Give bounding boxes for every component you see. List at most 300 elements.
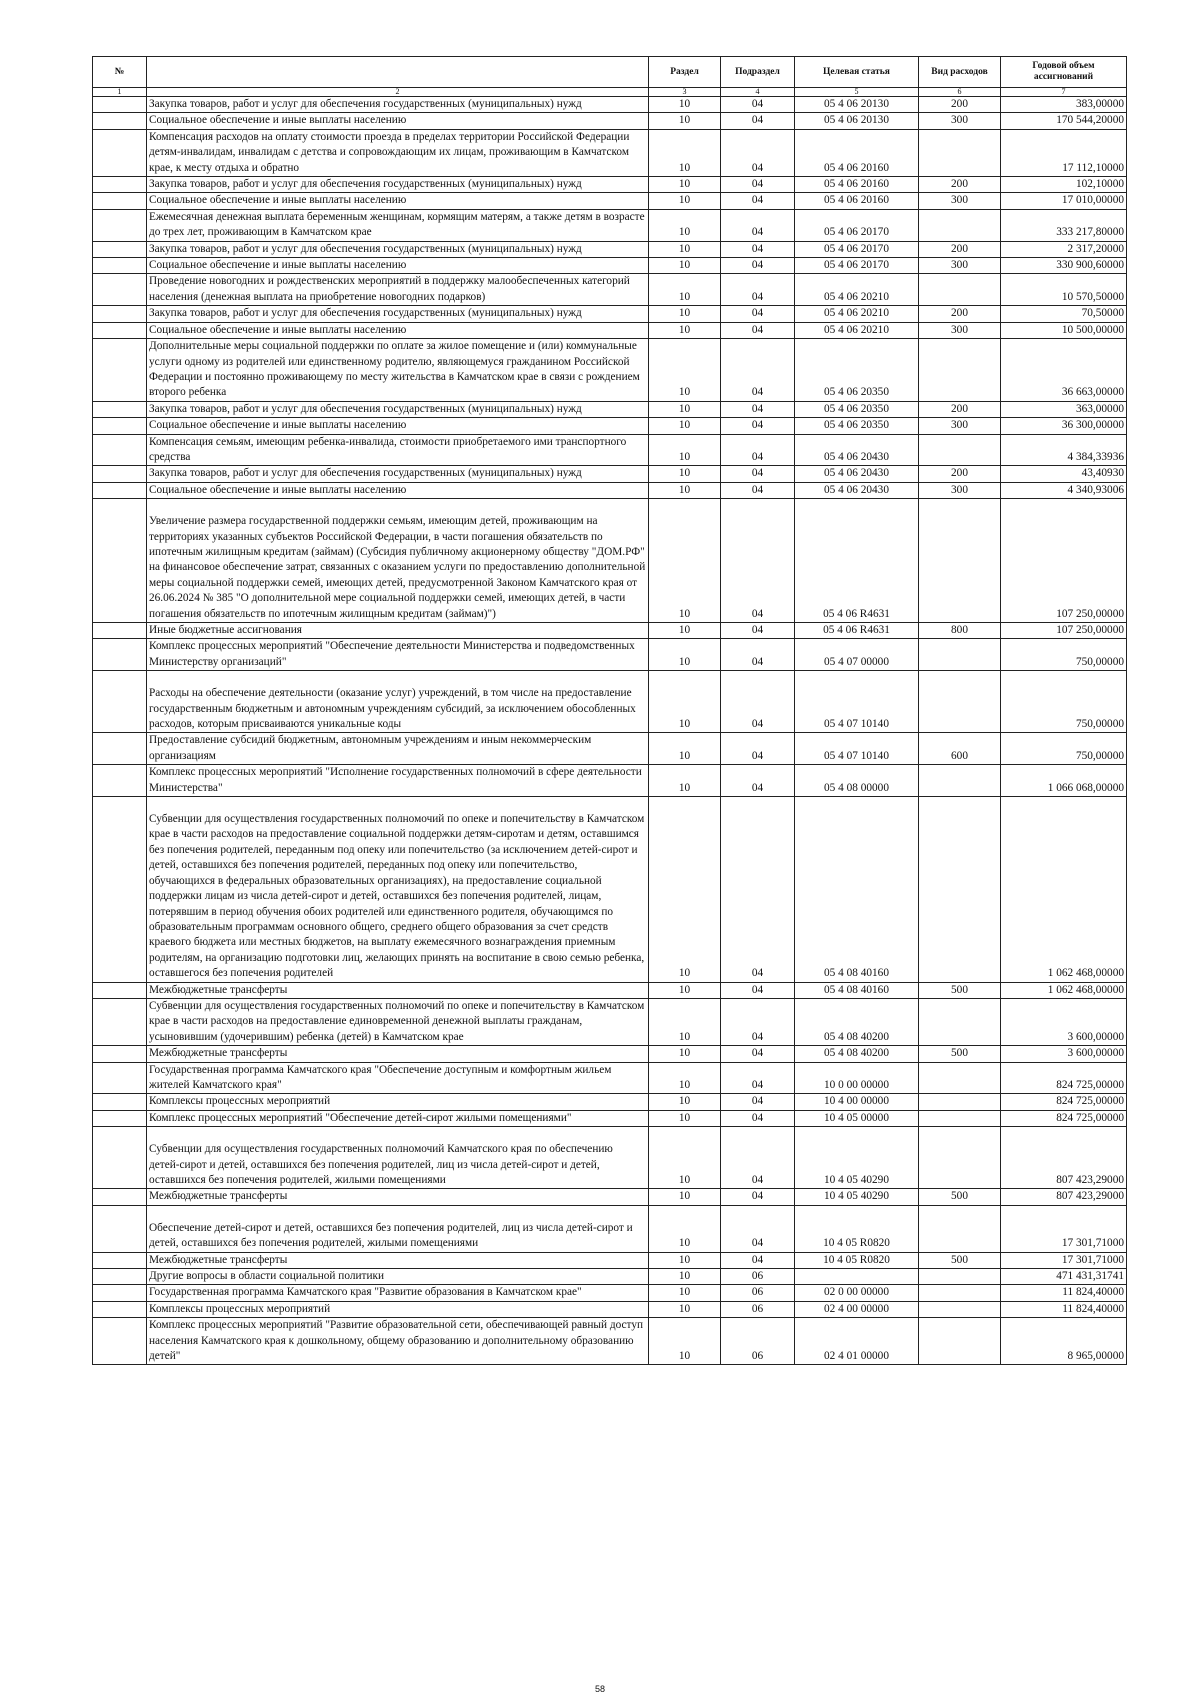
row-expense-kind — [919, 1301, 1001, 1317]
row-amount: 10 570,50000 — [1001, 274, 1127, 306]
row-target-article: 05 4 06 20430 — [795, 434, 919, 466]
column-number: 4 — [721, 88, 795, 97]
row-target-article: 05 4 06 20430 — [795, 482, 919, 498]
row-section: 10 — [649, 401, 721, 417]
row-section: 10 — [649, 1269, 721, 1285]
row-name: Предоставление субсидий бюджетным, автономным учреждениям и иным некоммерческим организациям — [147, 733, 649, 765]
row-amount: 750,00000 — [1001, 733, 1127, 765]
row-number — [93, 982, 147, 998]
header-subsection: Подраздел — [721, 57, 795, 88]
row-section: 10 — [649, 322, 721, 338]
row-name: Государственная программа Камчатского края "Обеспечение доступным и комфортным жильем жителей Камчатского края" — [147, 1062, 649, 1094]
row-expense-kind: 300 — [919, 322, 1001, 338]
row-subsection: 04 — [721, 482, 795, 498]
row-expense-kind — [919, 129, 1001, 176]
row-section: 10 — [649, 1094, 721, 1110]
row-amount: 750,00000 — [1001, 639, 1127, 671]
row-amount: 102,10000 — [1001, 177, 1127, 193]
table-row — [93, 97, 1127, 113]
row-number — [93, 499, 147, 623]
row-subsection: 04 — [721, 193, 795, 209]
row-expense-kind — [919, 998, 1001, 1045]
table-row — [93, 765, 1127, 797]
row-amount: 8 965,00000 — [1001, 1318, 1127, 1365]
row-subsection: 04 — [721, 97, 795, 113]
row-section: 10 — [649, 466, 721, 482]
row-section: 10 — [649, 482, 721, 498]
row-section: 10 — [649, 1205, 721, 1252]
row-amount: 824 725,00000 — [1001, 1062, 1127, 1094]
row-target-article: 05 4 08 40160 — [795, 797, 919, 982]
row-amount: 11 824,40000 — [1001, 1301, 1127, 1317]
table-row — [93, 177, 1127, 193]
header-volume: Годовой объем ассигнований — [1001, 57, 1127, 88]
row-name: Закупка товаров, работ и услуг для обеспечения государственных (муниципальных) нужд — [147, 466, 649, 482]
row-section: 10 — [649, 797, 721, 982]
row-amount: 4 340,93006 — [1001, 482, 1127, 498]
row-subsection: 04 — [721, 998, 795, 1045]
table-row — [93, 1285, 1127, 1301]
row-expense-kind — [919, 639, 1001, 671]
row-expense-kind: 300 — [919, 418, 1001, 434]
table-row — [93, 1110, 1127, 1126]
table-row — [93, 434, 1127, 466]
row-subsection: 04 — [721, 434, 795, 466]
row-number — [93, 1062, 147, 1094]
row-number — [93, 193, 147, 209]
row-subsection: 04 — [721, 113, 795, 129]
row-number — [93, 1189, 147, 1205]
row-subsection: 04 — [721, 1127, 795, 1189]
row-amount: 471 431,31741 — [1001, 1269, 1127, 1285]
row-amount: 807 423,29000 — [1001, 1189, 1127, 1205]
row-name: Социальное обеспечение и иные выплаты населению — [147, 482, 649, 498]
row-number — [93, 765, 147, 797]
row-target-article: 02 0 00 00000 — [795, 1285, 919, 1301]
row-subsection: 04 — [721, 623, 795, 639]
row-target-article: 10 4 00 00000 — [795, 1094, 919, 1110]
row-amount: 2 317,20000 — [1001, 241, 1127, 257]
budget-table-sheet — [92, 56, 1126, 1365]
table-row — [93, 1046, 1127, 1062]
row-amount: 17 301,71000 — [1001, 1205, 1127, 1252]
row-number — [93, 797, 147, 982]
row-name: Закупка товаров, работ и услуг для обеспечения государственных (муниципальных) нужд — [147, 97, 649, 113]
row-target-article: 05 4 08 40160 — [795, 982, 919, 998]
row-amount: 107 250,00000 — [1001, 623, 1127, 639]
row-section: 10 — [649, 177, 721, 193]
row-amount: 70,50000 — [1001, 306, 1127, 322]
row-subsection: 04 — [721, 1252, 795, 1268]
row-number — [93, 274, 147, 306]
row-subsection: 06 — [721, 1318, 795, 1365]
row-expense-kind: 600 — [919, 733, 1001, 765]
row-name: Другие вопросы в области социальной политики — [147, 1269, 649, 1285]
row-target-article: 05 4 06 20130 — [795, 113, 919, 129]
row-name: Компенсация семьям, имеющим ребенка-инвалида, стоимости приобретаемого ими транспортного средства — [147, 434, 649, 466]
row-subsection: 04 — [721, 765, 795, 797]
row-number — [93, 639, 147, 671]
row-section: 10 — [649, 765, 721, 797]
row-amount: 17 112,10000 — [1001, 129, 1127, 176]
row-name: Иные бюджетные ассигнования — [147, 623, 649, 639]
row-section: 10 — [649, 671, 721, 733]
row-subsection: 04 — [721, 177, 795, 193]
row-subsection: 06 — [721, 1269, 795, 1285]
column-number: 5 — [795, 88, 919, 97]
row-amount: 170 544,20000 — [1001, 113, 1127, 129]
row-number — [93, 434, 147, 466]
row-section: 10 — [649, 998, 721, 1045]
row-target-article: 02 4 00 00000 — [795, 1301, 919, 1317]
row-amount: 10 500,00000 — [1001, 322, 1127, 338]
row-target-article: 05 4 06 R4631 — [795, 623, 919, 639]
row-name: Комплекс процессных мероприятий "Обеспечение деятельности Министерства и подведомственных Министерству организаций" — [147, 639, 649, 671]
table-row — [93, 1189, 1127, 1205]
row-number — [93, 209, 147, 241]
row-number — [93, 998, 147, 1045]
row-amount: 3 600,00000 — [1001, 998, 1127, 1045]
header-num: № — [93, 57, 147, 88]
table-row — [93, 401, 1127, 417]
row-expense-kind — [919, 765, 1001, 797]
row-amount: 363,00000 — [1001, 401, 1127, 417]
row-target-article: 05 4 06 20210 — [795, 322, 919, 338]
row-target-article: 05 4 06 20350 — [795, 418, 919, 434]
row-name: Обеспечение детей-сирот и детей, оставшихся без попечения родителей, лиц из числа детей-сирот и детей, оставшихся без попечения родителей, жилыми помещениями — [147, 1205, 649, 1252]
row-name: Социальное обеспечение и иные выплаты населению — [147, 322, 649, 338]
row-number — [93, 1269, 147, 1285]
row-subsection: 04 — [721, 306, 795, 322]
table-row — [93, 1252, 1127, 1268]
row-expense-kind — [919, 434, 1001, 466]
row-subsection: 04 — [721, 1205, 795, 1252]
row-target-article: 05 4 08 40200 — [795, 1046, 919, 1062]
header-kind: Вид расходов — [919, 57, 1001, 88]
row-subsection: 04 — [721, 401, 795, 417]
column-number: 3 — [649, 88, 721, 97]
row-subsection: 04 — [721, 1189, 795, 1205]
table-row — [93, 193, 1127, 209]
row-section: 10 — [649, 97, 721, 113]
row-target-article: 10 4 05 40290 — [795, 1189, 919, 1205]
table-row — [93, 1062, 1127, 1094]
row-section: 10 — [649, 1110, 721, 1126]
row-subsection: 04 — [721, 418, 795, 434]
row-amount: 807 423,29000 — [1001, 1127, 1127, 1189]
row-target-article: 05 4 06 20170 — [795, 258, 919, 274]
row-target-article: 05 4 08 40200 — [795, 998, 919, 1045]
row-subsection: 04 — [721, 466, 795, 482]
table-row — [93, 1127, 1127, 1189]
row-name: Социальное обеспечение и иные выплаты населению — [147, 113, 649, 129]
row-expense-kind — [919, 1318, 1001, 1365]
row-name: Комплекс процессных мероприятий "Развитие образовательной сети, обеспечивающей равный доступ населения Камчатского края к дошкольному, общему образованию и дополнительному образованию детей" — [147, 1318, 649, 1365]
row-target-article: 05 4 06 20430 — [795, 466, 919, 482]
row-target-article: 05 4 06 R4631 — [795, 499, 919, 623]
table-row — [93, 733, 1127, 765]
row-section: 10 — [649, 339, 721, 402]
row-number — [93, 1127, 147, 1189]
row-section: 10 — [649, 418, 721, 434]
row-section: 10 — [649, 209, 721, 241]
row-number — [93, 466, 147, 482]
table-body — [93, 97, 1127, 1365]
row-number — [93, 97, 147, 113]
row-number — [93, 258, 147, 274]
table-row — [93, 671, 1127, 733]
row-section: 10 — [649, 241, 721, 257]
row-name: Закупка товаров, работ и услуг для обеспечения государственных (муниципальных) нужд — [147, 241, 649, 257]
row-target-article: 05 4 06 20160 — [795, 177, 919, 193]
row-amount: 3 600,00000 — [1001, 1046, 1127, 1062]
row-section: 10 — [649, 1189, 721, 1205]
row-expense-kind: 300 — [919, 113, 1001, 129]
column-number-row — [93, 88, 1127, 97]
row-subsection: 04 — [721, 1110, 795, 1126]
row-target-article: 05 4 08 00000 — [795, 765, 919, 797]
row-target-article: 05 4 06 20160 — [795, 129, 919, 176]
row-amount: 1 066 068,00000 — [1001, 765, 1127, 797]
row-section: 10 — [649, 1285, 721, 1301]
row-section: 10 — [649, 1318, 721, 1365]
header-target: Целевая статья — [795, 57, 919, 88]
row-name: Закупка товаров, работ и услуг для обеспечения государственных (муниципальных) нужд — [147, 401, 649, 417]
row-amount: 1 062 468,00000 — [1001, 797, 1127, 982]
row-name: Межбюджетные трансферты — [147, 1252, 649, 1268]
row-number — [93, 322, 147, 338]
row-number — [93, 177, 147, 193]
row-expense-kind: 800 — [919, 623, 1001, 639]
row-amount: 330 900,60000 — [1001, 258, 1127, 274]
row-name: Закупка товаров, работ и услуг для обеспечения государственных (муниципальных) нужд — [147, 177, 649, 193]
row-expense-kind — [919, 1110, 1001, 1126]
row-name: Субвенции для осуществления государственных полномочий по опеке и попечительству в Камчатском крае в части расходов на предоставление единовременной денежной выплаты гражданам, усыновившим (удочерившим) ребенка (детей) в Камчатском крае — [147, 998, 649, 1045]
row-name: Увеличение размера государственной поддержки семьям, имеющим детей, проживающим на территориях указанных субъектов Российской Федерации, в части погашения обязательств по ипотечным жилищным кредитам (займам) (Субсидия публичному акционерному обществу "ДОМ.РФ" на финансовое обеспечение затрат, связанных с оказанием услуги по предоставлению дополнительной меры социальной поддержки семей, имеющих детей, предусмотренной Законом Камчатского края от 26.06.2024 № 385 "О дополнительной мере социальной поддержки семей, имеющих детей, в части погашения обязательств по ипотечным жилищным кредитам (займам)") — [147, 499, 649, 623]
row-expense-kind — [919, 797, 1001, 982]
column-number: 2 — [147, 88, 649, 97]
row-number — [93, 733, 147, 765]
row-section: 10 — [649, 129, 721, 176]
row-target-article: 10 4 05 R0820 — [795, 1252, 919, 1268]
row-number — [93, 1252, 147, 1268]
row-expense-kind: 300 — [919, 482, 1001, 498]
row-target-article: 10 4 05 R0820 — [795, 1205, 919, 1252]
row-target-article: 10 4 05 00000 — [795, 1110, 919, 1126]
row-name: Социальное обеспечение и иные выплаты населению — [147, 418, 649, 434]
table-row — [93, 418, 1127, 434]
column-number: 1 — [93, 88, 147, 97]
row-expense-kind: 300 — [919, 258, 1001, 274]
header-row — [93, 57, 1127, 88]
row-subsection: 04 — [721, 258, 795, 274]
table-row — [93, 797, 1127, 982]
row-expense-kind: 200 — [919, 466, 1001, 482]
row-section: 10 — [649, 193, 721, 209]
row-amount: 36 300,00000 — [1001, 418, 1127, 434]
row-number — [93, 623, 147, 639]
row-section: 10 — [649, 499, 721, 623]
row-expense-kind — [919, 1127, 1001, 1189]
row-name: Дополнительные меры социальной поддержки по оплате за жилое помещение и (или) коммунальные услуги одному из родителей или единственному родителю, являющемуся гражданином Российской Федерации и постоянно проживающему по месту жительства в Камчатском крае в связи с рождением второго ребенка — [147, 339, 649, 402]
table-row — [93, 998, 1127, 1045]
row-expense-kind — [919, 499, 1001, 623]
budget-table — [92, 56, 1127, 1365]
row-expense-kind: 300 — [919, 193, 1001, 209]
row-subsection: 04 — [721, 1046, 795, 1062]
table-row — [93, 1205, 1127, 1252]
row-expense-kind: 200 — [919, 241, 1001, 257]
row-name: Межбюджетные трансферты — [147, 1189, 649, 1205]
row-number — [93, 671, 147, 733]
row-target-article: 05 4 06 20160 — [795, 193, 919, 209]
row-number — [93, 418, 147, 434]
row-name: Межбюджетные трансферты — [147, 1046, 649, 1062]
row-amount: 824 725,00000 — [1001, 1110, 1127, 1126]
row-subsection: 04 — [721, 274, 795, 306]
row-target-article: 10 4 05 40290 — [795, 1127, 919, 1189]
header-name — [147, 57, 649, 88]
table-row — [93, 982, 1127, 998]
row-amount: 17 301,71000 — [1001, 1252, 1127, 1268]
row-amount: 383,00000 — [1001, 97, 1127, 113]
table-row — [93, 499, 1127, 623]
row-expense-kind — [919, 1269, 1001, 1285]
page-number: 58 — [594, 1684, 605, 1694]
row-amount: 107 250,00000 — [1001, 499, 1127, 623]
row-expense-kind: 500 — [919, 982, 1001, 998]
row-number — [93, 1318, 147, 1365]
row-name: Компенсация расходов на оплату стоимости проезда в пределах территории Российской Федерации детям-инвалидам, инвалидам с детства и сопровождающим их лицам, проживающим в Камчатском крае, к месту отдыха и обратно — [147, 129, 649, 176]
row-number — [93, 241, 147, 257]
row-section: 10 — [649, 1252, 721, 1268]
row-subsection: 04 — [721, 639, 795, 671]
row-number — [93, 129, 147, 176]
row-section: 10 — [649, 623, 721, 639]
row-amount: 17 010,00000 — [1001, 193, 1127, 209]
row-number — [93, 482, 147, 498]
row-expense-kind: 200 — [919, 401, 1001, 417]
row-expense-kind: 500 — [919, 1189, 1001, 1205]
row-name: Социальное обеспечение и иные выплаты населению — [147, 258, 649, 274]
row-number — [93, 113, 147, 129]
row-section: 10 — [649, 1046, 721, 1062]
row-section: 10 — [649, 1301, 721, 1317]
row-section: 10 — [649, 434, 721, 466]
row-amount: 43,40930 — [1001, 466, 1127, 482]
row-amount: 333 217,80000 — [1001, 209, 1127, 241]
row-name: Комплекс процессных мероприятий "Исполнение государственных полномочий в сфере деятельности Министерства" — [147, 765, 649, 797]
row-expense-kind: 500 — [919, 1252, 1001, 1268]
row-target-article: 10 0 00 00000 — [795, 1062, 919, 1094]
row-expense-kind — [919, 274, 1001, 306]
row-subsection: 04 — [721, 129, 795, 176]
row-subsection: 04 — [721, 322, 795, 338]
row-subsection: 04 — [721, 499, 795, 623]
row-name: Комплексы процессных мероприятий — [147, 1094, 649, 1110]
row-amount: 1 062 468,00000 — [1001, 982, 1127, 998]
row-expense-kind — [919, 339, 1001, 402]
row-name: Комплекс процессных мероприятий "Обеспечение детей-сирот жилыми помещениями" — [147, 1110, 649, 1126]
row-section: 10 — [649, 982, 721, 998]
row-target-article: 05 4 07 00000 — [795, 639, 919, 671]
row-number — [93, 1110, 147, 1126]
row-subsection: 06 — [721, 1285, 795, 1301]
row-number — [93, 1285, 147, 1301]
table-row — [93, 209, 1127, 241]
row-amount: 11 824,40000 — [1001, 1285, 1127, 1301]
row-name: Межбюджетные трансферты — [147, 982, 649, 998]
row-section: 10 — [649, 1062, 721, 1094]
row-subsection: 04 — [721, 982, 795, 998]
row-expense-kind — [919, 1062, 1001, 1094]
row-expense-kind: 200 — [919, 97, 1001, 113]
row-section: 10 — [649, 274, 721, 306]
row-target-article — [795, 1269, 919, 1285]
row-name: Комплексы процессных мероприятий — [147, 1301, 649, 1317]
row-number — [93, 1205, 147, 1252]
row-number — [93, 1046, 147, 1062]
row-target-article: 05 4 07 10140 — [795, 733, 919, 765]
row-expense-kind — [919, 209, 1001, 241]
table-row — [93, 1094, 1127, 1110]
row-expense-kind — [919, 1094, 1001, 1110]
table-row — [93, 274, 1127, 306]
row-target-article: 05 4 07 10140 — [795, 671, 919, 733]
row-name: Субвенции для осуществления государственных полномочий по опеке и попечительству в Камчатском крае в части расходов на предоставление социальной поддержки детям-сиротам и детям, оставшимся без попечения родителей, переданным под опеку или попечительство (за исключением детей-сирот и детей, оставшихся без попечения родителей, переданных под опеку или попечительство, обучающихся в федеральных образовательных организациях), на предоставление социальной поддержки лицам из числа детей-сирот и детей, оставшихся без попечения родителей, лицам, потерявшим в период обучения обоих родителей или единственного родителя, обучающимся по образовательным программам основного общего, среднего общего образования за счет средств краевого бюджета или местных бюджетов, на выплату ежемесячного вознаграждения приемным родителям, на организацию подготовки лиц, желающих принять на воспитание в свою семью ребенка, оставшегося без попечения родителей — [147, 797, 649, 982]
row-expense-kind — [919, 1285, 1001, 1301]
row-amount: 4 384,33936 — [1001, 434, 1127, 466]
row-target-article: 02 4 01 00000 — [795, 1318, 919, 1365]
row-target-article: 05 4 06 20130 — [795, 97, 919, 113]
row-number — [93, 1301, 147, 1317]
row-section: 10 — [649, 1127, 721, 1189]
row-section: 10 — [649, 113, 721, 129]
row-target-article: 05 4 06 20210 — [795, 274, 919, 306]
row-amount: 750,00000 — [1001, 671, 1127, 733]
row-expense-kind — [919, 671, 1001, 733]
table-row — [93, 466, 1127, 482]
header-section: Раздел — [649, 57, 721, 88]
row-number — [93, 306, 147, 322]
row-name: Закупка товаров, работ и услуг для обеспечения государственных (муниципальных) нужд — [147, 306, 649, 322]
row-expense-kind: 500 — [919, 1046, 1001, 1062]
table-row — [93, 241, 1127, 257]
table-row — [93, 306, 1127, 322]
table-row — [93, 258, 1127, 274]
table-row — [93, 113, 1127, 129]
row-target-article: 05 4 06 20210 — [795, 306, 919, 322]
table-row — [93, 623, 1127, 639]
row-expense-kind: 200 — [919, 306, 1001, 322]
row-subsection: 04 — [721, 797, 795, 982]
table-row — [93, 129, 1127, 176]
table-row — [93, 1301, 1127, 1317]
row-name: Ежемесячная денежная выплата беременным женщинам, кормящим матерям, а также детям в возрасте до трех лет, проживающим в Камчатском крае — [147, 209, 649, 241]
row-subsection: 04 — [721, 209, 795, 241]
row-subsection: 04 — [721, 671, 795, 733]
row-subsection: 04 — [721, 241, 795, 257]
row-name: Расходы на обеспечение деятельности (оказание услуг) учреждений, в том числе на предоставление государственным бюджетным и автономным учреждениям субсидий, за исключением обособленных расходов, которым присваиваются уникальные коды — [147, 671, 649, 733]
table-row — [93, 639, 1127, 671]
table-row — [93, 339, 1127, 402]
column-number: 7 — [1001, 88, 1127, 97]
row-target-article: 05 4 06 20170 — [795, 209, 919, 241]
row-number — [93, 1094, 147, 1110]
column-number: 6 — [919, 88, 1001, 97]
row-name: Социальное обеспечение и иные выплаты населению — [147, 193, 649, 209]
row-number — [93, 401, 147, 417]
